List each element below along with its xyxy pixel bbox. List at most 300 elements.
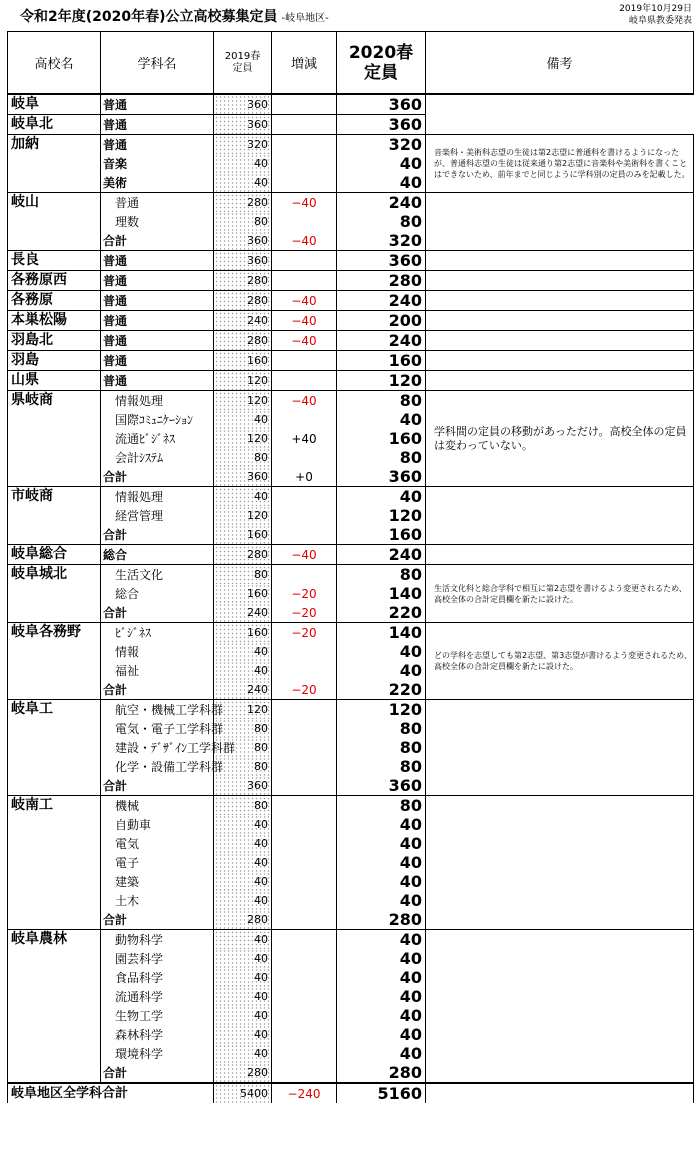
new-capacity: 280 [337,1063,426,1083]
new-capacity: 360 [337,467,426,487]
old-capacity: 40 [214,410,272,429]
grand-total-note [426,1083,694,1103]
old-capacity: 120 [214,391,272,411]
note-cell [426,271,694,291]
dept-name: 動物科学 [101,930,214,950]
old-capacity: 40 [214,853,272,872]
school-name: 岐阜 [8,94,101,115]
new-capacity: 360 [337,776,426,796]
new-capacity: 240 [337,291,426,311]
new-capacity: 360 [337,115,426,135]
new-capacity: 40 [337,987,426,1006]
table-row [8,1025,694,1044]
old-capacity: 40 [214,1044,272,1063]
dept-name: 普通 [101,251,214,271]
dept-name: 総合 [101,545,214,565]
new-capacity: 120 [337,371,426,391]
new-capacity: 40 [337,853,426,872]
dept-name: 機械 [101,796,214,816]
table-row [8,410,694,429]
dept-name: 理数 [101,212,214,231]
dept-name: 普通 [101,271,214,291]
note-cell: 生活文化科と総合学科で相互に第2志望を書けるよう変更されるため、高校全体の合計定員欄を新たに設けた。 [426,565,694,623]
school-name: 岐阜農林 [8,930,101,1084]
capacity-change: +40 [272,429,337,448]
capacity-change [272,796,337,816]
new-capacity: 80 [337,565,426,585]
old-capacity: 40 [214,930,272,950]
capacity-change [272,776,337,796]
table-row [8,291,694,311]
col-new-capacity: 2020春 定員 [337,32,426,95]
old-capacity: 360 [214,115,272,135]
table-row [8,351,694,371]
school-name: 羽島北 [8,331,101,351]
table-row [8,949,694,968]
table-row [8,910,694,930]
capacity-change: −20 [272,623,337,643]
enrollment-table [7,31,694,1103]
table-row [8,193,694,213]
capacity-change [272,834,337,853]
table-row [8,872,694,891]
table-row [8,135,694,155]
old-capacity: 120 [214,429,272,448]
capacity-change [272,719,337,738]
capacity-change: −20 [272,603,337,623]
header-row [8,32,694,95]
note-cell [426,251,694,271]
dept-name: 普通 [101,311,214,331]
capacity-change [272,1063,337,1083]
new-capacity: 240 [337,545,426,565]
dept-name: 会計ｼｽﾃﾑ [101,448,214,467]
grand-total-row [8,1083,694,1103]
dept-name: 普通 [101,351,214,371]
new-capacity: 80 [337,391,426,411]
table-row [8,853,694,872]
table-row [8,251,694,271]
school-name: 各務原西 [8,271,101,291]
table-row [8,719,694,738]
new-capacity: 40 [337,1044,426,1063]
note-cell [426,351,694,371]
new-capacity: 80 [337,212,426,231]
old-capacity: 280 [214,1063,272,1083]
old-capacity: 280 [214,910,272,930]
note-cell [426,193,694,213]
table-row [8,506,694,525]
capacity-change [272,872,337,891]
capacity-change [272,853,337,872]
capacity-change [272,351,337,371]
dept-name: 普通 [101,291,214,311]
new-capacity: 40 [337,642,426,661]
dept-name: 航空・機械工学科群 [101,700,214,720]
table-row [8,776,694,796]
old-capacity: 40 [214,1006,272,1025]
capacity-change [272,212,337,231]
new-capacity: 40 [337,410,426,429]
new-capacity: 120 [337,506,426,525]
new-capacity: 140 [337,584,426,603]
capacity-change [272,700,337,720]
school-name: 加納 [8,135,101,193]
capacity-change: −40 [272,331,337,351]
grand-total-label: 岐阜地区全学科合計 [8,1083,214,1103]
old-capacity: 80 [214,565,272,585]
old-capacity: 160 [214,525,272,545]
capacity-change: −40 [272,193,337,213]
note-cell [426,1063,694,1083]
old-capacity: 80 [214,719,272,738]
note-cell [426,910,694,930]
grand-total-old: 5400 [214,1083,272,1103]
dept-name: 合計 [101,603,214,623]
table-row [8,757,694,776]
col-dept: 学科名 [101,32,214,95]
old-capacity: 40 [214,661,272,680]
note-cell [426,371,694,391]
capacity-change: −40 [272,391,337,411]
dept-name: ﾋﾞｼﾞﾈｽ [101,623,214,643]
capacity-change [272,910,337,930]
dept-name: 情報処理 [101,487,214,507]
new-capacity: 40 [337,872,426,891]
col-change: 増減 [272,32,337,95]
school-name: 岐南工 [8,796,101,930]
old-capacity: 40 [214,872,272,891]
capacity-change [272,968,337,987]
old-capacity: 280 [214,545,272,565]
table-row [8,331,694,351]
new-capacity: 80 [337,757,426,776]
capacity-change: −20 [272,680,337,700]
capacity-change [272,94,337,115]
dept-name: 合計 [101,680,214,700]
capacity-change [272,115,337,135]
note-cell [426,525,694,545]
dept-name: 建設・ﾃﾞｻﾞｲﾝ工学科群 [101,738,214,757]
school-name: 山県 [8,371,101,391]
dept-name: 食品科学 [101,968,214,987]
new-capacity: 80 [337,738,426,757]
old-capacity: 360 [214,776,272,796]
table-row [8,115,694,135]
old-capacity: 40 [214,815,272,834]
table-row [8,311,694,331]
table-row [8,796,694,816]
dept-name: 生活文化 [101,565,214,585]
note-cell [426,834,694,853]
dept-name: 合計 [101,910,214,930]
dept-name: 情報 [101,642,214,661]
old-capacity: 40 [214,487,272,507]
note-cell [426,1044,694,1063]
old-capacity: 40 [214,968,272,987]
new-capacity: 40 [337,1006,426,1025]
old-capacity: 240 [214,603,272,623]
capacity-change [272,949,337,968]
capacity-change [272,757,337,776]
capacity-change: −40 [272,545,337,565]
table-row [8,467,694,487]
table-row [8,700,694,720]
school-name: 岐阜各務野 [8,623,101,700]
dept-name: 普通 [101,115,214,135]
table-row [8,1063,694,1083]
old-capacity: 80 [214,738,272,757]
table-row [8,815,694,834]
col-note: 備考 [426,32,694,95]
old-capacity: 280 [214,193,272,213]
dept-name: 合計 [101,1063,214,1083]
capacity-change [272,1044,337,1063]
old-capacity: 40 [214,834,272,853]
note-cell [426,231,694,251]
note-cell [426,487,694,507]
capacity-change [272,1025,337,1044]
capacity-change: +0 [272,467,337,487]
dept-name: 総合 [101,584,214,603]
dept-name: 流通ﾋﾞｼﾞﾈｽ [101,429,214,448]
dept-name: 園芸科学 [101,949,214,968]
new-capacity: 40 [337,891,426,910]
old-capacity: 360 [214,94,272,115]
new-capacity: 40 [337,930,426,950]
old-capacity: 240 [214,311,272,331]
dept-name: 土木 [101,891,214,910]
new-capacity: 160 [337,429,426,448]
capacity-change [272,271,337,291]
publish-date: 2019年10月29日 [619,4,692,14]
note-cell [426,968,694,987]
dept-name: 普通 [101,371,214,391]
new-capacity: 40 [337,487,426,507]
capacity-change [272,565,337,585]
school-name: 県岐商 [8,391,101,487]
new-capacity: 200 [337,311,426,331]
new-capacity: 80 [337,448,426,467]
dept-name: 普通 [101,94,214,115]
note-cell: 音楽科・美術科志望の生徒は第2志望に普通科を書けるようになったが、普通科志望の生徒は従来通り第2志望に音楽科や美術科を書くことはできないため、前年までと同じように学科別の定員のみを記載した。 [426,135,694,193]
note-cell [426,719,694,738]
school-name: 羽島 [8,351,101,371]
new-capacity: 240 [337,193,426,213]
old-capacity: 40 [214,891,272,910]
capacity-change [272,642,337,661]
table-row [8,1044,694,1063]
new-capacity: 160 [337,525,426,545]
new-capacity: 320 [337,231,426,251]
table-row [8,212,694,231]
table-row [8,968,694,987]
new-capacity: 40 [337,834,426,853]
old-capacity: 280 [214,291,272,311]
new-capacity: 360 [337,251,426,271]
note-cell [426,545,694,565]
capacity-change [272,506,337,525]
dept-name: 普通 [101,331,214,351]
capacity-change: −20 [272,584,337,603]
dept-name: 生物工学 [101,1006,214,1025]
old-capacity: 40 [214,987,272,1006]
old-capacity: 40 [214,642,272,661]
new-capacity: 280 [337,271,426,291]
new-capacity: 40 [337,815,426,834]
new-capacity: 80 [337,796,426,816]
school-name: 市岐商 [8,487,101,545]
table-row [8,987,694,1006]
old-capacity: 120 [214,700,272,720]
capacity-change [272,154,337,173]
new-capacity: 40 [337,1025,426,1044]
dept-name: 国際ｺﾐｭﾆｹｰｼｮﾝ [101,410,214,429]
capacity-change [272,815,337,834]
table-row [8,371,694,391]
new-capacity: 40 [337,968,426,987]
school-name: 岐阜城北 [8,565,101,623]
old-capacity: 160 [214,351,272,371]
table-row [8,834,694,853]
table-row [8,891,694,910]
publisher: 岐阜県教委発表 [628,16,692,26]
capacity-change [272,448,337,467]
note-cell [426,949,694,968]
note-cell [426,1025,694,1044]
note-cell [426,738,694,757]
new-capacity: 80 [337,719,426,738]
new-capacity: 220 [337,680,426,700]
new-capacity: 320 [337,135,426,155]
old-capacity: 160 [214,584,272,603]
dept-name: 福祉 [101,661,214,680]
old-capacity: 280 [214,331,272,351]
dept-name: 電子 [101,853,214,872]
col-school: 高校名 [8,32,101,95]
capacity-change [272,987,337,1006]
capacity-change [272,487,337,507]
new-capacity: 140 [337,623,426,643]
table-row [8,231,694,251]
note-cell [426,700,694,720]
note-cell [426,853,694,872]
capacity-change [272,173,337,193]
capacity-change [272,371,337,391]
note-cell [426,757,694,776]
grand-total-change: −240 [272,1083,337,1103]
note-cell: どの学科を志望しても第2志望、第3志望が書けるよう変更されるため、高校全体の合計定員欄を新たに設けた。 [426,623,694,700]
grand-total-new: 5160 [337,1083,426,1103]
old-capacity: 320 [214,135,272,155]
new-capacity: 160 [337,351,426,371]
dept-name: 森林科学 [101,1025,214,1044]
note-cell [426,212,694,231]
table-row [8,271,694,291]
table-row [8,738,694,757]
old-capacity: 360 [214,251,272,271]
capacity-change: −40 [272,231,337,251]
capacity-change [272,930,337,950]
note-cell [426,872,694,891]
dept-name: 流通科学 [101,987,214,1006]
capacity-change: −40 [272,311,337,331]
old-capacity: 80 [214,796,272,816]
note-cell [426,391,694,411]
dept-name: 化学・設備工学科群 [101,757,214,776]
note-cell: 学科間の定員の移動があっただけ。高校全体の定員は変わっていない。 [426,410,694,467]
old-capacity: 80 [214,757,272,776]
table-row [8,94,694,115]
old-capacity: 80 [214,448,272,467]
capacity-change [272,738,337,757]
dept-name: 経営管理 [101,506,214,525]
dept-name: 合計 [101,231,214,251]
old-capacity: 40 [214,173,272,193]
dept-name: 環境科学 [101,1044,214,1063]
capacity-change [272,410,337,429]
table-row [8,1006,694,1025]
note-cell [426,311,694,331]
note-cell [426,1006,694,1025]
dept-name: 美術 [101,173,214,193]
capacity-change [272,891,337,910]
table-row [8,623,694,643]
note-cell [426,930,694,950]
new-capacity: 40 [337,173,426,193]
note-cell [426,291,694,311]
publish-info [619,3,692,27]
old-capacity: 360 [214,467,272,487]
old-capacity: 80 [214,212,272,231]
school-name: 岐阜工 [8,700,101,796]
dept-name: 音楽 [101,154,214,173]
note-cell [426,987,694,1006]
dept-name: 合計 [101,525,214,545]
new-capacity: 40 [337,661,426,680]
page-title: 令和2年度(2020年春)公立高校募集定員 -岐阜地区- [20,9,329,25]
new-capacity: 40 [337,949,426,968]
new-capacity: 280 [337,910,426,930]
table-row [8,487,694,507]
new-capacity: 40 [337,154,426,173]
capacity-change [272,661,337,680]
school-name: 各務原 [8,291,101,311]
table-row [8,565,694,585]
capacity-change [272,135,337,155]
old-capacity: 120 [214,506,272,525]
dept-name: 電気・電子工学科群 [101,719,214,738]
school-name: 本巣松陽 [8,311,101,331]
capacity-change [272,1006,337,1025]
school-name: 岐阜北 [8,115,101,135]
new-capacity: 360 [337,94,426,115]
note-cell [426,506,694,525]
old-capacity: 40 [214,949,272,968]
old-capacity: 280 [214,271,272,291]
dept-name: 合計 [101,467,214,487]
note-cell [426,331,694,351]
note-cell [426,776,694,796]
capacity-change [272,251,337,271]
region-subtitle: -岐阜地区- [281,13,329,24]
dept-name: 合計 [101,776,214,796]
new-capacity: 220 [337,603,426,623]
dept-name: 普通 [101,193,214,213]
old-capacity: 120 [214,371,272,391]
capacity-change: −40 [272,291,337,311]
old-capacity: 40 [214,1025,272,1044]
